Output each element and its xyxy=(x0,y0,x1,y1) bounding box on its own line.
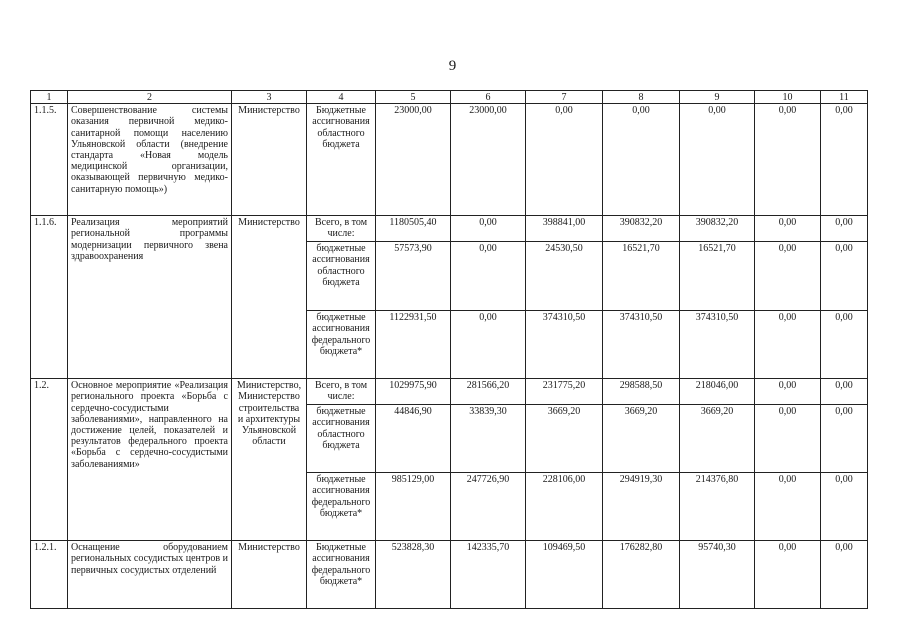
value-cell: 0,00 xyxy=(821,541,868,609)
value-cell: 0,00 xyxy=(451,311,526,379)
value-cell: 228106,00 xyxy=(526,473,603,541)
value-cell: 16521,70 xyxy=(680,242,755,311)
funding-source: Бюджетные ассигнования областного бюджета xyxy=(307,104,376,216)
value-cell: 374310,50 xyxy=(680,311,755,379)
value-cell: 0,00 xyxy=(821,216,868,242)
value-cell: 0,00 xyxy=(680,104,755,216)
value-cell: 0,00 xyxy=(451,216,526,242)
row-name: Реализация мероприятий региональной программы модернизации первичного звена здравоохранения xyxy=(68,216,232,379)
col-header: 1 xyxy=(31,91,68,104)
value-cell: 0,00 xyxy=(451,242,526,311)
table-row xyxy=(31,541,868,609)
value-cell: 44846,90 xyxy=(376,405,451,473)
value-cell: 0,00 xyxy=(821,311,868,379)
value-cell: 1029975,90 xyxy=(376,379,451,405)
col-header: 7 xyxy=(526,91,603,104)
value-cell: 16521,70 xyxy=(603,242,680,311)
funding-source: бюджетные ассигнования федерального бюджета* xyxy=(307,473,376,541)
value-cell: 0,00 xyxy=(755,379,821,405)
value-cell: 109469,50 xyxy=(526,541,603,609)
value-cell: 0,00 xyxy=(821,473,868,541)
column-number-header xyxy=(31,91,868,104)
table-row xyxy=(31,104,868,216)
value-cell: 0,00 xyxy=(755,541,821,609)
row-responsible: Министерство, Министерство строительства и архитектуры Ульяновской области xyxy=(232,379,307,541)
funding-source: Всего, в том числе: xyxy=(307,379,376,405)
value-cell: 3669,20 xyxy=(603,405,680,473)
value-cell: 218046,00 xyxy=(680,379,755,405)
value-cell: 523828,30 xyxy=(376,541,451,609)
row-name: Основное мероприятие «Реализация регионального проекта «Борьба с сердечно-сосудистыми заболеваниями», направленного на достижение целей, показателей и результатов федерального проекта «Борьба с сердечно-сосудистыми заболеваниями» xyxy=(68,379,232,541)
value-cell: 398841,00 xyxy=(526,216,603,242)
value-cell: 374310,50 xyxy=(603,311,680,379)
value-cell: 0,00 xyxy=(755,311,821,379)
col-header: 10 xyxy=(755,91,821,104)
funding-source: бюджетные ассигнования областного бюджета xyxy=(307,405,376,473)
value-cell: 57573,90 xyxy=(376,242,451,311)
value-cell: 374310,50 xyxy=(526,311,603,379)
value-cell: 24530,50 xyxy=(526,242,603,311)
value-cell: 0,00 xyxy=(755,242,821,311)
value-cell: 3669,20 xyxy=(680,405,755,473)
value-cell: 142335,70 xyxy=(451,541,526,609)
value-cell: 247726,90 xyxy=(451,473,526,541)
value-cell: 0,00 xyxy=(755,216,821,242)
table-row xyxy=(31,216,868,242)
value-cell: 281566,20 xyxy=(451,379,526,405)
col-header: 3 xyxy=(232,91,307,104)
value-cell: 0,00 xyxy=(526,104,603,216)
value-cell: 0,00 xyxy=(821,405,868,473)
row-code: 1.1.5. xyxy=(31,104,68,216)
value-cell: 3669,20 xyxy=(526,405,603,473)
value-cell: 1122931,50 xyxy=(376,311,451,379)
value-cell: 0,00 xyxy=(755,104,821,216)
page-number: 9 xyxy=(448,58,457,74)
value-cell: 0,00 xyxy=(755,405,821,473)
row-code: 1.1.6. xyxy=(31,216,68,379)
row-responsible: Министерство xyxy=(232,541,307,609)
value-cell: 390832,20 xyxy=(603,216,680,242)
value-cell: 176282,80 xyxy=(603,541,680,609)
value-cell: 985129,00 xyxy=(376,473,451,541)
value-cell: 23000,00 xyxy=(451,104,526,216)
funding-source: бюджетные ассигнования областного бюджета xyxy=(307,242,376,311)
value-cell: 95740,30 xyxy=(680,541,755,609)
row-code: 1.2. xyxy=(31,379,68,541)
col-header: 9 xyxy=(680,91,755,104)
col-header: 4 xyxy=(307,91,376,104)
value-cell: 1180505,40 xyxy=(376,216,451,242)
funding-source: бюджетные ассигнования федерального бюджета* xyxy=(307,311,376,379)
col-header: 11 xyxy=(821,91,868,104)
row-code: 1.2.1. xyxy=(31,541,68,609)
row-name: Оснащение оборудованием региональных сосудистых центров и первичных сосудистых отделений xyxy=(68,541,232,609)
value-cell: 0,00 xyxy=(755,473,821,541)
value-cell: 0,00 xyxy=(603,104,680,216)
value-cell: 0,00 xyxy=(821,242,868,311)
col-header: 5 xyxy=(376,91,451,104)
value-cell: 0,00 xyxy=(821,104,868,216)
col-header: 2 xyxy=(68,91,232,104)
funding-source: Бюджетные ассигнования федерального бюджета* xyxy=(307,541,376,609)
row-responsible: Министерство xyxy=(232,216,307,379)
value-cell: 0,00 xyxy=(821,379,868,405)
value-cell: 214376,80 xyxy=(680,473,755,541)
value-cell: 33839,30 xyxy=(451,405,526,473)
value-cell: 231775,20 xyxy=(526,379,603,405)
row-responsible: Министерство xyxy=(232,104,307,216)
value-cell: 390832,20 xyxy=(680,216,755,242)
row-name: Совершенствование системы оказания первичной медико-санитарной помощи населению Ульяновской области (внедрение стандарта «Новая модель медицинской организации, оказывающей первичную медико-санитарную помощь») xyxy=(68,104,232,216)
value-cell: 298588,50 xyxy=(603,379,680,405)
value-cell: 23000,00 xyxy=(376,104,451,216)
table-row xyxy=(31,379,868,405)
col-header: 6 xyxy=(451,91,526,104)
funding-source: Всего, в том числе: xyxy=(307,216,376,242)
budget-table xyxy=(30,90,868,609)
col-header: 8 xyxy=(603,91,680,104)
value-cell: 294919,30 xyxy=(603,473,680,541)
